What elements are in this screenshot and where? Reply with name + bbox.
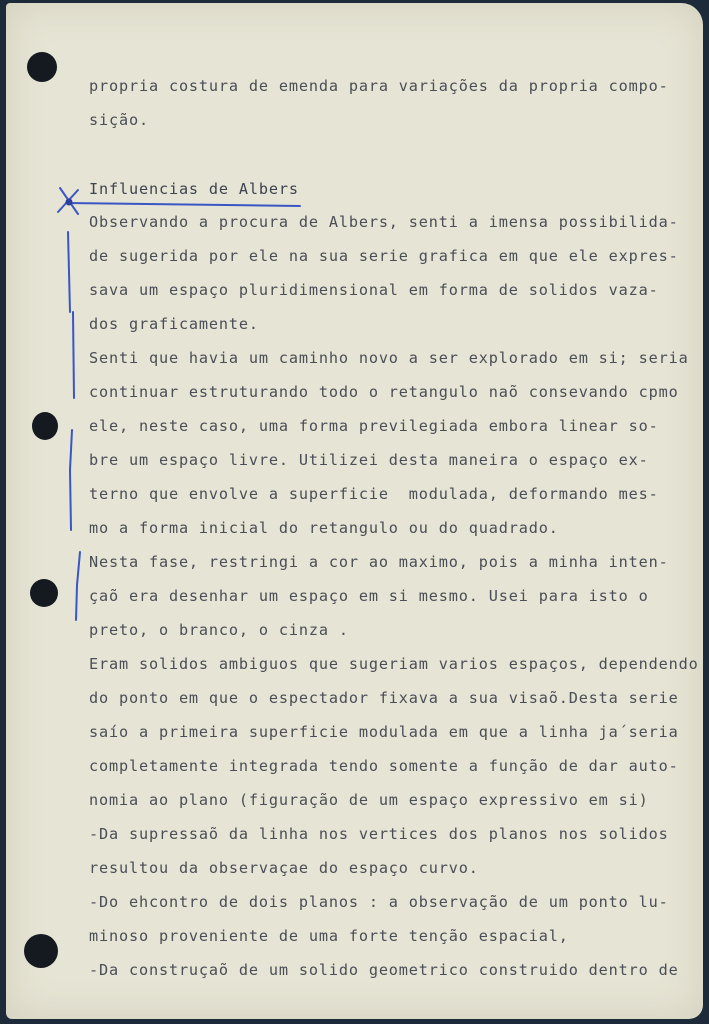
pen-margin-line [73, 312, 74, 398]
text-line: çaõ era desenhar um espaço em si mesmo. Usei para isto o [89, 587, 649, 605]
text-line: resultou da observaçae do espaço curvo. [89, 859, 479, 877]
text-line: -Do ehcontro de dois planos : a observação de um ponto lu- [89, 893, 669, 911]
text-line: completamente integrada tendo somente a função de dar auto- [89, 757, 679, 775]
text-line: do ponto em que o espectador fixava a sua visaõ.Desta serie [89, 689, 679, 707]
text-line: dos graficamente. [89, 315, 259, 333]
text-line: Nesta fase, restringi a cor ao maximo, pois a minha inten- [89, 553, 669, 571]
text-line: -Da construçaõ de um solido geometrico construido dentro de [89, 961, 679, 979]
text-line: sava um espaço pluridimensional em forma de solidos vaza- [89, 281, 659, 299]
text-line: ele, neste caso, uma forma previlegiada embora linear so- [89, 417, 659, 435]
text-line: continuar estruturando todo o retangulo naõ consevando cpmo [89, 383, 679, 401]
pen-margin-line [68, 232, 70, 312]
pen-margin-line [70, 430, 72, 530]
text-line: minoso proveniente de uma forte tenção espacial, [89, 927, 569, 945]
text-line: propria costura de emenda para variações da propria compo- [89, 77, 669, 95]
pen-dot [66, 199, 73, 206]
text-line: Senti que havia um caminho novo a ser explorado em si; seria [89, 349, 689, 367]
text-line: -Da supressaõ da linha nos vertices dos planos nos solidos [89, 825, 669, 843]
text-line: bre um espaço livre. Utilizei desta maneira o espaço ex- [89, 451, 649, 469]
text-line: terno que envolve a superficie modulada, deformando mes- [89, 485, 659, 503]
text-line: de sugerida por ele na sua serie grafica em que ele expres- [89, 247, 679, 265]
text-line: nomia ao plano (figuração de um espaço expressivo em si) [89, 791, 649, 809]
text-line: Observando a procura de Albers, senti a imensa possibilida- [89, 213, 679, 231]
section-heading: Influencias de Albers [89, 180, 299, 198]
text-line: mo a forma inicial do retangulo ou do quadrado. [89, 519, 559, 537]
text-line: sição. [89, 111, 149, 129]
text-line: saío a primeira superficie modulada em que a linha ja´seria [89, 723, 679, 741]
pen-margin-line [76, 552, 80, 620]
text-line: preto, o branco, o cinza . [89, 621, 349, 639]
pen-underline [66, 203, 300, 206]
text-line: Eram solidos ambiguos que sugeriam varios espaços, dependendo [89, 655, 699, 673]
